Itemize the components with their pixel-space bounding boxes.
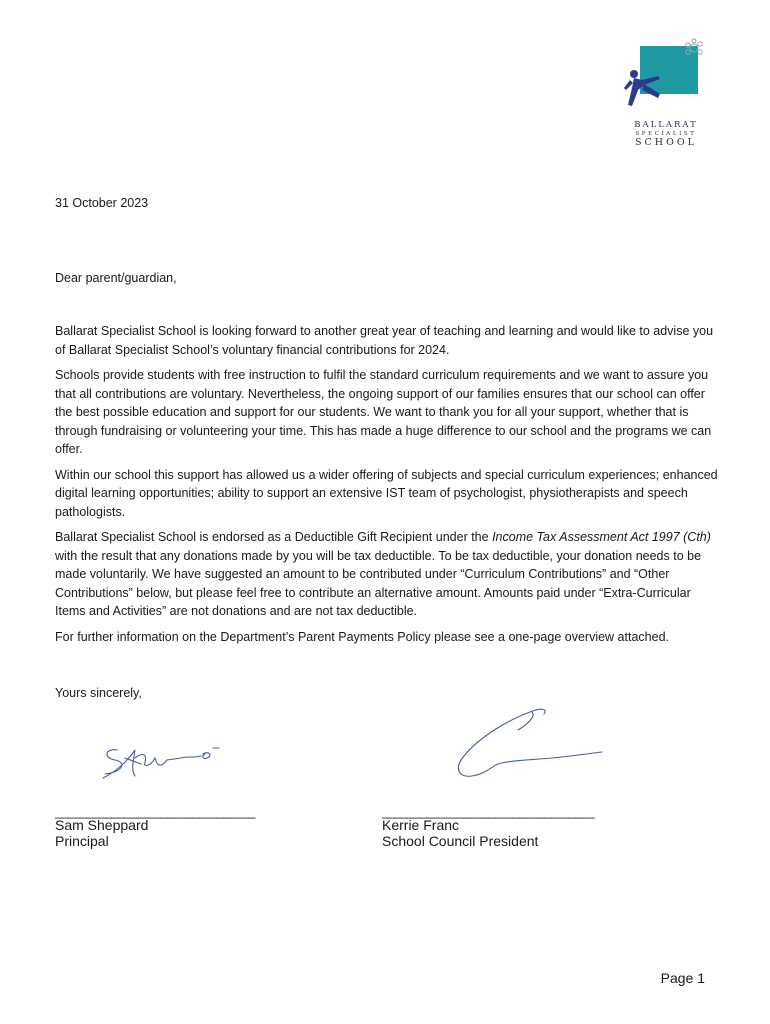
- paragraph-4: [55, 528, 720, 621]
- president-block: [382, 817, 538, 849]
- school-logo: [620, 36, 712, 151]
- paragraph-4-start: Ballarat Specialist School is endorsed as a Deductible Gift Recipient under the: [55, 530, 493, 544]
- paragraph-4-end: with the result that any donations made by you will be tax deductible. To be tax deductible, your donation needs to be made voluntarily. We have suggested an amount to be contributed under “Curriculum Contributions” and “Other Contributions” below, but please feel free to contribute an alternative amount. Amounts paid under “Extra-Curricular Items and Activities” are not donations and are not tax deductible.: [55, 548, 702, 618]
- principal-name: Sam Sheppard: [55, 817, 149, 833]
- president-name: Kerrie Franc: [382, 817, 460, 833]
- principal-title: Principal: [55, 833, 109, 849]
- closing: Yours sincerely,: [55, 686, 142, 700]
- president-signature-line: __________________________________: [382, 804, 594, 819]
- act-title: Income Tax Assessment Act 1997 (Cth): [492, 530, 711, 544]
- logo-text-specialist: SPECIALIST: [635, 131, 697, 137]
- paragraph-5: For further information on the Department’s Parent Payments Policy please see a one-page overview attached.: [55, 629, 669, 644]
- principal-block: [55, 817, 148, 849]
- principal-signature-line: ________________________________: [55, 804, 255, 819]
- paragraph-2: Schools provide students with free instruction to fulfil the standard curriculum requirements and we want to assure you that all contributions are voluntary. Nevertheless, the ongoing support of our families ensures that our school can offer the best possible education and support for our students. We want to thank you for all your support, whether that is through fundraising or volunteering your time. This has made a huge difference to our school and the programs we can offer.: [55, 368, 712, 456]
- paragraph-1: Ballarat Specialist School is looking forward to another great year of teaching and learning and would like to advise you of Ballarat Specialist School’s voluntary financial contributions for 2024.: [55, 324, 714, 357]
- president-title: School Council President: [382, 833, 539, 849]
- president-signature: [452, 706, 607, 786]
- salutation: Dear parent/guardian,: [55, 271, 177, 285]
- logo-text-school: SCHOOL: [635, 137, 697, 148]
- principal-signature: [95, 738, 225, 784]
- logo-text-ballarat: BALLARAT: [634, 120, 698, 130]
- letter-body: [55, 322, 720, 653]
- school-logo-graphic: [620, 36, 712, 118]
- page-number: Page 1: [660, 970, 705, 986]
- letter-date: 31 October 2023: [55, 196, 149, 210]
- paragraph-3: Within our school this support has allowed us a wider offering of subjects and special curriculum experiences; enhanced digital learning opportunities; ability to support an extensive IST team of psychologist, physiotherapists and speech pathologists.: [55, 467, 718, 519]
